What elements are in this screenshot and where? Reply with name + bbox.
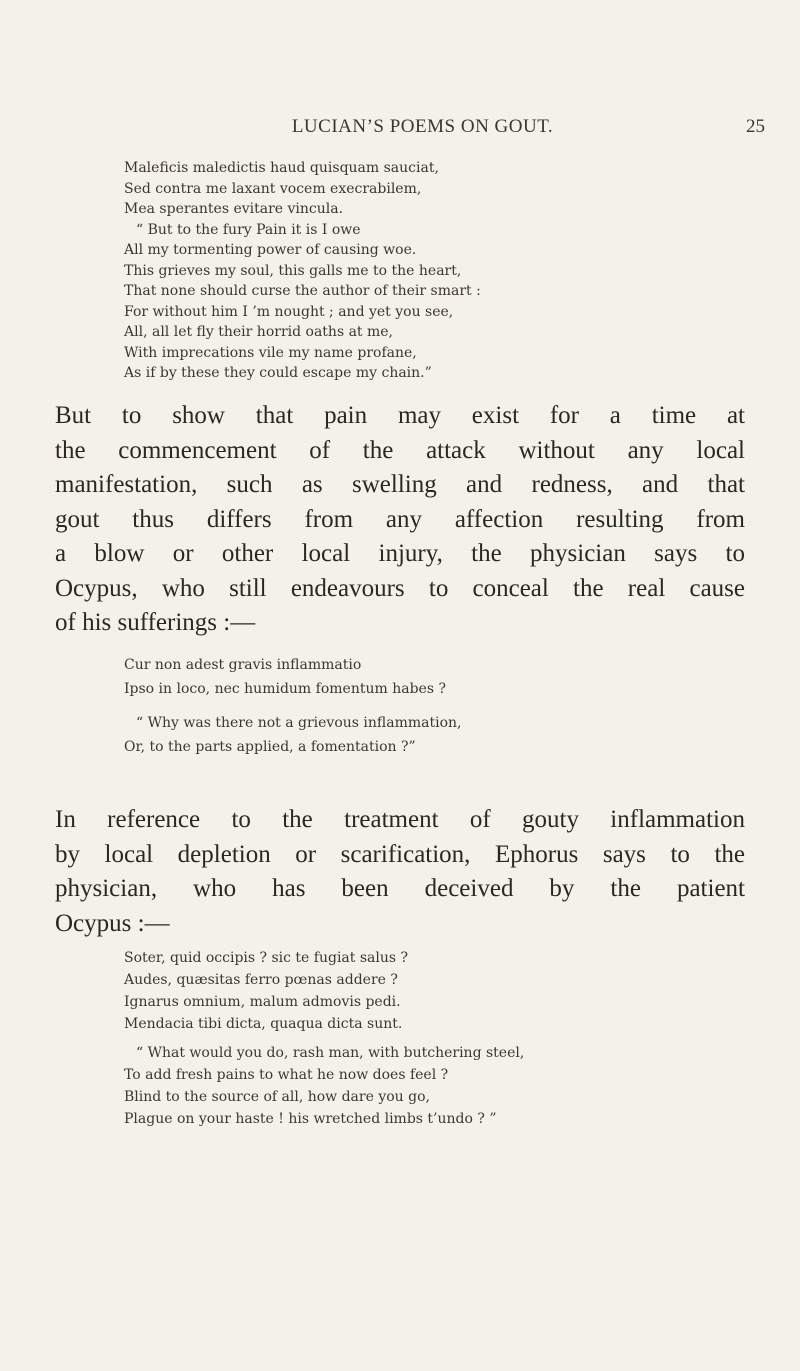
verse-block-2 xyxy=(80,653,770,759)
verse-line: Maleficis maledictis haud quisquam sauciat, xyxy=(124,160,439,176)
verse-block-1 xyxy=(80,158,770,384)
verse-line: As if by these they could escape my chain.” xyxy=(124,365,432,381)
verse-line: This grieves my soul, this galls me to the heart, xyxy=(124,262,462,279)
verse-line: Blind to the source of all, how dare you go, xyxy=(124,1089,430,1105)
verse-line: Mea sperantes evitare vincula. xyxy=(124,201,344,217)
verse-line: With imprecations vile my name profane, xyxy=(124,344,417,361)
prose-paragraph-1 xyxy=(55,399,745,641)
prose-line: manifestation, such as swelling and redness, and that xyxy=(55,471,745,498)
running-title: LUCIAN’S POEMS ON GOUT. xyxy=(291,116,554,137)
verse-block-3 xyxy=(80,947,770,1130)
prose-paragraph-2 xyxy=(55,803,745,941)
verse-line: That none should curse the author of their smart : xyxy=(124,283,481,299)
running-head xyxy=(80,116,765,140)
prose-line: physician, who has been deceived by the patient xyxy=(55,875,745,902)
prose-line: Ocypus, who still endeavours to conceal the real cause xyxy=(55,574,745,602)
verse-line: For without him I ’m nought ; and yet you see, xyxy=(124,303,454,320)
verse-line: Sed contra me laxant vocem execrabilem, xyxy=(124,180,422,197)
verse-line: “ Why was there not a grievous inflammation, xyxy=(136,715,462,731)
verse-line: Soter, quid occipis ? sic te fugiat salus ? xyxy=(124,950,409,966)
prose-line: But to show that pain may exist for a time at xyxy=(55,402,745,429)
prose-line: gout thus differs from any affection resulting from xyxy=(55,505,745,533)
verse-line: Cur non adest gravis inflammatio xyxy=(124,657,362,673)
prose-line: by local depletion or scarification, Ephorus says to the xyxy=(55,840,745,868)
verse-line: Audes, quæsitas ferro pœnas addere ? xyxy=(124,972,398,988)
verse-line: Mendacia tibi dicta, quaqua dicta sunt. xyxy=(124,1016,403,1032)
verse-line: All, all let fly their horrid oaths at me, xyxy=(124,324,394,340)
verse-line: “ But to the fury Pain it is I owe xyxy=(136,221,361,238)
prose-line: the commencement of the attack without any local xyxy=(55,436,745,464)
verse-line: Or, to the parts applied, a fomentation ?” xyxy=(124,739,416,755)
prose-line: In reference to the treatment of gouty inflammation xyxy=(55,806,745,833)
prose-line: a blow or other local injury, the physician says to xyxy=(55,540,745,567)
prose-line: Ocypus :— xyxy=(55,909,170,937)
page-number: 25 xyxy=(746,116,765,137)
verse-line: All my tormenting power of causing woe. xyxy=(124,242,417,258)
verse-line: Ipso in loco, nec humidum fomentum habes ? xyxy=(124,681,446,697)
verse-line: “ What would you do, rash man, with butchering steel, xyxy=(136,1045,525,1061)
verse-line: Plague on your haste ! his wretched limbs t’undo ? ” xyxy=(124,1111,497,1127)
verse-line: Ignarus omnium, malum admovis pedi. xyxy=(124,994,401,1010)
verse-line: To add fresh pains to what he now does feel ? xyxy=(124,1067,449,1083)
prose-line: of his sufferings :— xyxy=(55,609,256,636)
